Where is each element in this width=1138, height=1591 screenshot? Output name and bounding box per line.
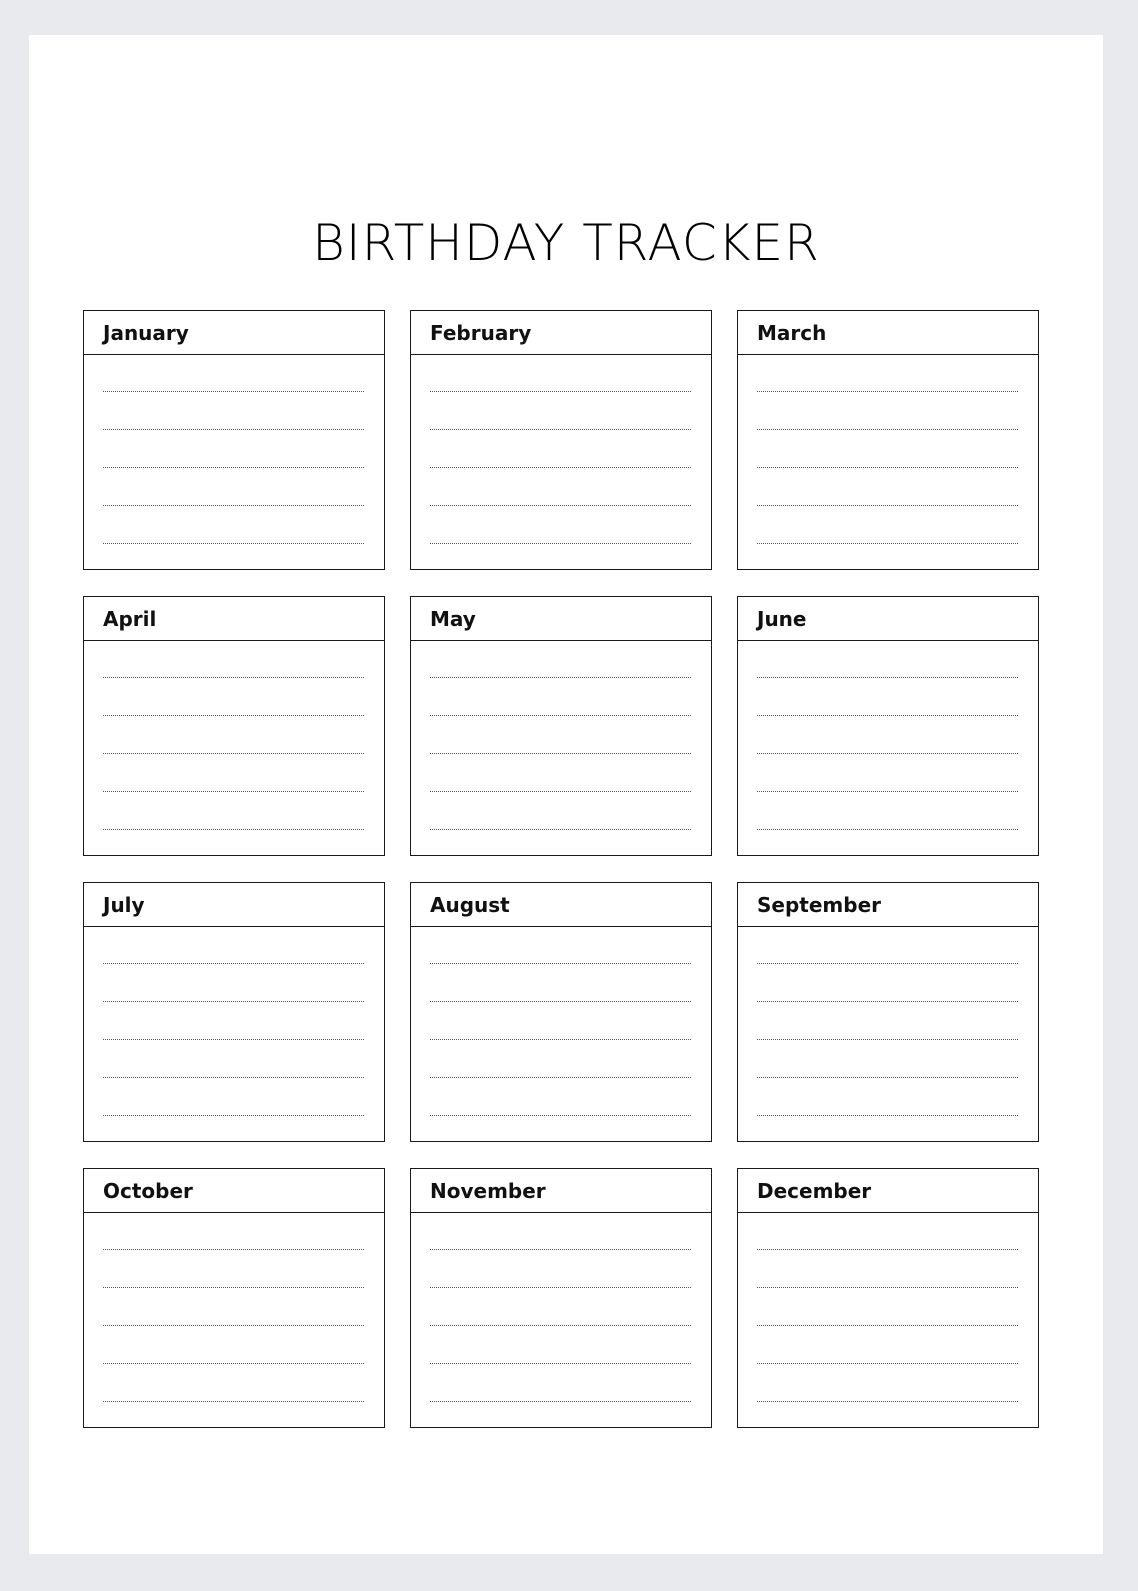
entry-line[interactable] [757,1287,1018,1288]
entry-line[interactable] [430,677,691,678]
entry-line[interactable] [430,1115,691,1116]
entry-line[interactable] [757,1363,1018,1364]
month-card-june [737,596,1039,856]
month-header [411,311,711,355]
month-card-october [83,1168,385,1428]
month-card-february [410,310,712,570]
entry-line[interactable] [430,1077,691,1078]
entry-line[interactable] [757,543,1018,544]
tracker-page [29,35,1103,1554]
month-card-may [410,596,712,856]
entry-line[interactable] [103,429,364,430]
month-card-april [83,596,385,856]
entry-line[interactable] [103,1039,364,1040]
entry-line[interactable] [103,1287,364,1288]
month-label: May [430,606,476,631]
entry-line[interactable] [757,505,1018,506]
month-label: February [430,320,532,345]
entry-line[interactable] [430,505,691,506]
entry-line[interactable] [103,677,364,678]
month-label: March [757,320,827,345]
month-header [411,883,711,927]
month-grid [83,310,1039,1428]
month-card-january [83,310,385,570]
entry-line[interactable] [757,1001,1018,1002]
entry-line[interactable] [757,963,1018,964]
entry-line[interactable] [103,543,364,544]
month-card-september [737,882,1039,1142]
month-card-march [737,310,1039,570]
month-card-december [737,1168,1039,1428]
entry-line[interactable] [430,829,691,830]
month-label: August [430,892,510,917]
page-title: BIRTHDAY TRACKER [312,214,820,272]
entry-line[interactable] [430,391,691,392]
month-label: November [430,1178,546,1203]
entry-line[interactable] [757,1077,1018,1078]
entry-line[interactable] [757,391,1018,392]
entry-line[interactable] [103,1115,364,1116]
entry-line[interactable] [757,467,1018,468]
entry-line[interactable] [103,753,364,754]
entry-line[interactable] [103,829,364,830]
entry-line[interactable] [103,391,364,392]
month-header [84,1169,384,1213]
entry-line[interactable] [430,1363,691,1364]
entry-line[interactable] [430,467,691,468]
month-card-july [83,882,385,1142]
entry-line[interactable] [757,1115,1018,1116]
entry-line[interactable] [103,1363,364,1364]
month-label: April [103,606,157,631]
entry-line[interactable] [757,1249,1018,1250]
month-header [84,597,384,641]
entry-line[interactable] [103,505,364,506]
month-header [738,597,1038,641]
entry-line[interactable] [430,1039,691,1040]
entry-line[interactable] [103,1325,364,1326]
month-label: June [757,606,807,631]
entry-line[interactable] [103,963,364,964]
month-label: July [103,892,145,917]
month-header [84,883,384,927]
entry-line[interactable] [430,543,691,544]
entry-line[interactable] [430,1325,691,1326]
month-header [738,1169,1038,1213]
month-card-august [410,882,712,1142]
entry-line[interactable] [430,1287,691,1288]
entry-line[interactable] [103,791,364,792]
entry-line[interactable] [103,715,364,716]
entry-line[interactable] [757,753,1018,754]
entry-line[interactable] [757,677,1018,678]
entry-line[interactable] [757,1039,1018,1040]
month-header [738,311,1038,355]
month-header [411,597,711,641]
month-label: December [757,1178,872,1203]
entry-line[interactable] [103,1401,364,1402]
month-header [738,883,1038,927]
month-card-november [410,1168,712,1428]
entry-line[interactable] [430,1001,691,1002]
entry-line[interactable] [430,429,691,430]
entry-line[interactable] [757,1325,1018,1326]
entry-line[interactable] [430,963,691,964]
month-header [84,311,384,355]
entry-line[interactable] [757,429,1018,430]
entry-line[interactable] [757,715,1018,716]
entry-line[interactable] [430,753,691,754]
month-header [411,1169,711,1213]
month-label: January [103,320,189,345]
entry-line[interactable] [757,1401,1018,1402]
entry-line[interactable] [103,1077,364,1078]
entry-line[interactable] [430,791,691,792]
entry-line[interactable] [103,467,364,468]
entry-line[interactable] [757,829,1018,830]
entry-line[interactable] [430,715,691,716]
entry-line[interactable] [430,1249,691,1250]
entry-line[interactable] [103,1249,364,1250]
entry-line[interactable] [757,791,1018,792]
entry-line[interactable] [103,1001,364,1002]
month-label: October [103,1178,193,1203]
entry-line[interactable] [430,1401,691,1402]
month-label: September [757,892,881,917]
